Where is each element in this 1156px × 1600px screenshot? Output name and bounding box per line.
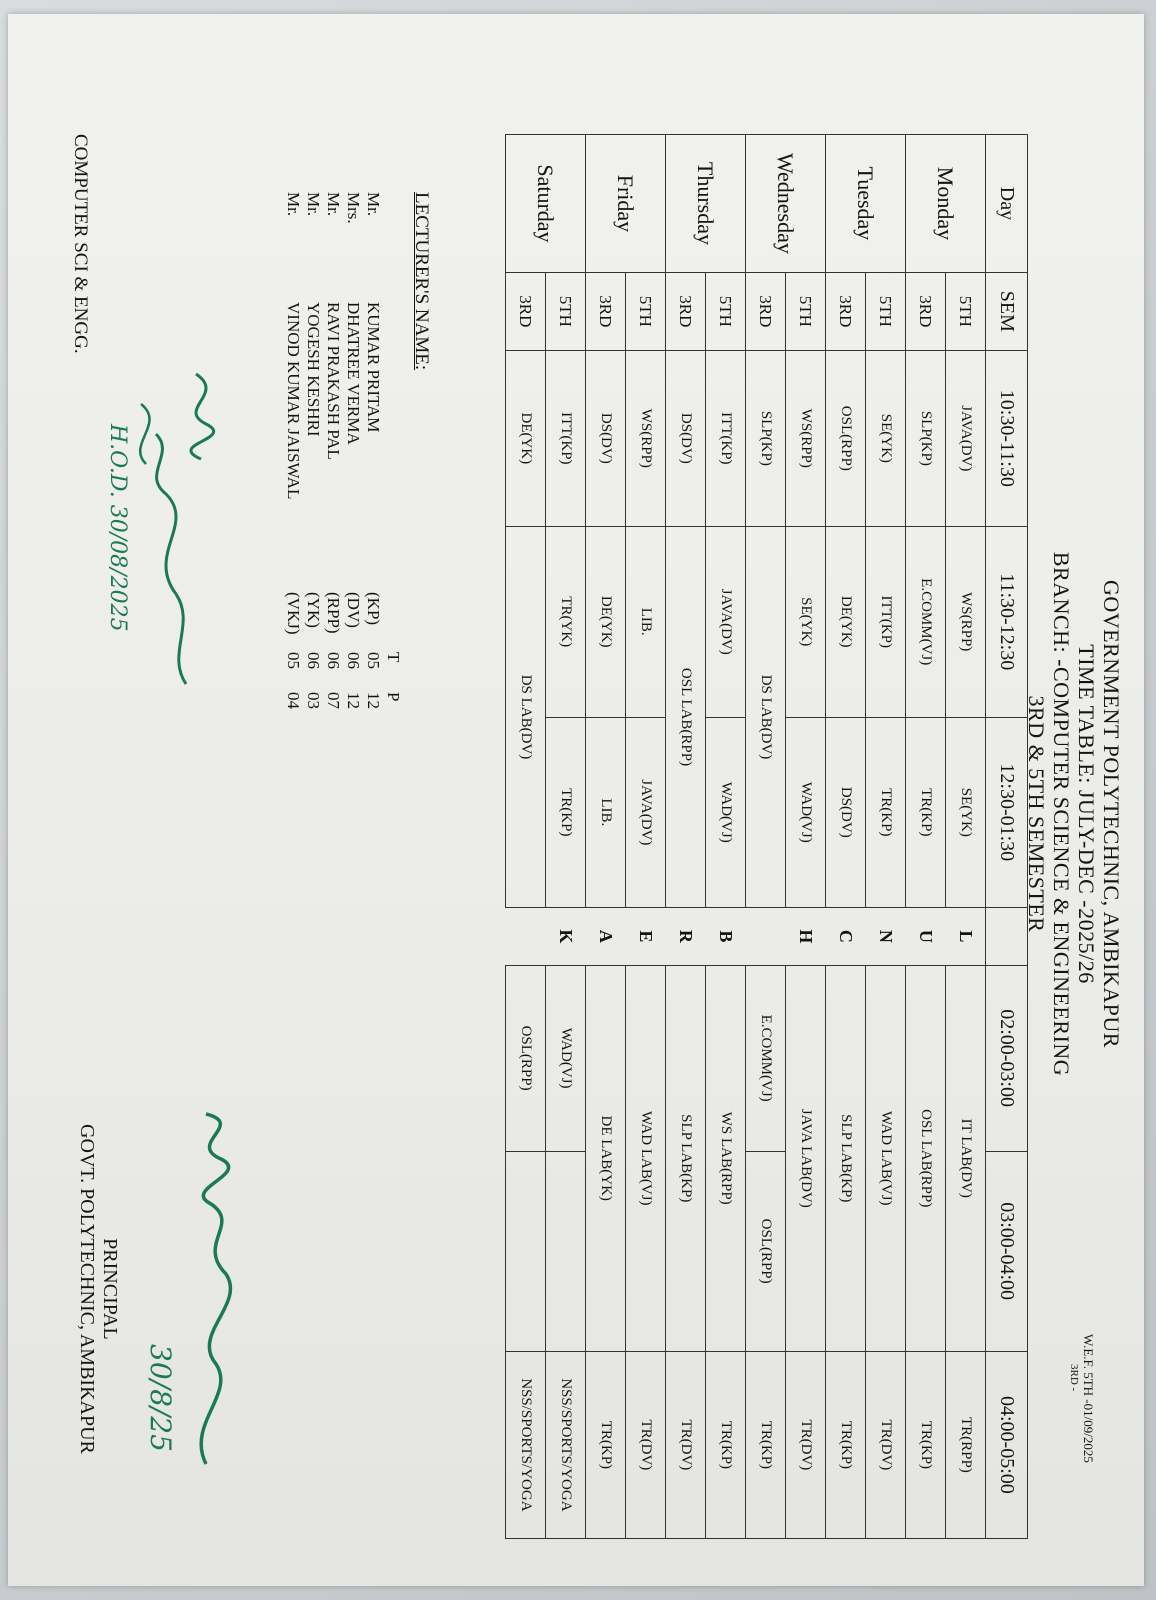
lecturer-practical: 12 — [344, 692, 363, 709]
sem-cell: 5TH — [786, 272, 826, 350]
table-row — [946, 135, 986, 1539]
period-cell: TR(KP) — [706, 1351, 746, 1538]
lunch-letter: L — [946, 908, 986, 966]
period-cell: OSL(RPP) — [506, 965, 546, 1151]
lunch-letter: R — [666, 908, 706, 966]
day-cell: Tuesday — [826, 135, 906, 273]
period-cell: DS(DV) — [586, 350, 626, 526]
period-cell: DE(YK) — [506, 350, 546, 526]
period-cell: DS(DV) — [826, 717, 866, 908]
list-item — [323, 192, 343, 732]
period-cell: TR(DV) — [666, 1351, 706, 1538]
period-cell: DS(DV) — [666, 350, 706, 526]
period-cell: OSL LAB(RPP) — [906, 965, 946, 1351]
semester-title: 3RD & 5TH SEMESTER — [1024, 695, 1049, 933]
table-row — [826, 135, 866, 1539]
lecturer-name: VINOD KUMAR JAISWAL — [284, 302, 303, 500]
paper-sheet — [8, 14, 1144, 1586]
lecturer-title: Mr. — [284, 192, 303, 217]
period-cell: ITT(KP) — [866, 526, 906, 717]
branch-title: BRANCH: -COMPUTER SCIENCE & ENGINEERING — [1049, 551, 1074, 1077]
period-cell: WS LAB(RPP) — [706, 965, 746, 1351]
sem-cell: 5TH — [866, 272, 906, 350]
col-lunch — [986, 908, 1028, 966]
lecturer-abbr: (VKJ) — [284, 592, 303, 635]
period-cell: WAD(VJ) — [706, 717, 746, 908]
table-row — [506, 135, 546, 1539]
lecturer-list-header — [383, 652, 403, 732]
lecturer-practical: 03 — [304, 692, 323, 709]
list-item — [303, 192, 323, 732]
timetable-title: TIME TABLE: JULY-DEC -2025/26 — [1074, 644, 1099, 984]
lunch-letter: U — [906, 908, 946, 966]
table-row — [906, 135, 946, 1539]
col-p2: 11:30-12:30 — [986, 526, 1028, 717]
col-p1: 10:30-11:30 — [986, 350, 1028, 526]
day-cell: Thursday — [666, 135, 746, 273]
wef-note: 3RD - — [1068, 1364, 1080, 1392]
period-cell: SLP(KP) — [906, 350, 946, 526]
principal-org: GOVT. POLYTECHNIC, AMBIKAPUR — [76, 1124, 98, 1454]
list-item — [363, 192, 383, 732]
lecturer-theory: 06 — [344, 652, 363, 669]
period-cell: TR(KP) — [866, 717, 906, 908]
table-row — [666, 135, 706, 1539]
lecturer-theory: 06 — [324, 652, 343, 669]
lecturer-theory: 06 — [304, 652, 323, 669]
period-cell: DS LAB(DV) — [746, 526, 786, 907]
lunch-letter: E — [626, 908, 666, 966]
lunch-letter: K — [546, 908, 586, 966]
hod-designation: COMPUTER SCI & ENGG. — [70, 134, 91, 354]
sem-cell: 3RD — [746, 272, 786, 350]
table-row — [626, 135, 666, 1539]
timetable-grid — [505, 134, 1028, 1539]
col-p4: 02:00-03:00 — [986, 965, 1028, 1151]
period-cell: WS(RPP) — [946, 526, 986, 717]
lecturer-practical: 12 — [364, 692, 383, 709]
period-cell: TR(KP) — [586, 1351, 626, 1538]
principal-signature — [116, 1104, 266, 1484]
period-cell: SE(YK) — [946, 717, 986, 908]
period-cell: OSL(RPP) — [826, 350, 866, 526]
period-cell — [546, 1151, 586, 1351]
lunch-letter: H — [786, 908, 826, 966]
col-theory: T — [384, 652, 403, 663]
period-cell: JAVA(DV) — [946, 350, 986, 526]
period-cell: SE(YK) — [866, 350, 906, 526]
lecturer-abbr: (RPP) — [324, 592, 343, 634]
period-cell: TR(DV) — [786, 1351, 826, 1538]
period-cell: DE(YK) — [586, 526, 626, 717]
lecturer-abbr: (KP) — [364, 592, 383, 626]
timetable-page — [36, 64, 1136, 1564]
period-cell: ITT(KP) — [546, 350, 586, 526]
period-cell: ITT(KP) — [706, 350, 746, 526]
col-p5: 03:00-04:00 — [986, 1151, 1028, 1351]
period-cell: JAVA(DV) — [626, 717, 666, 908]
period-cell: TR(DV) — [626, 1351, 666, 1538]
list-item — [343, 192, 363, 732]
table-row — [546, 135, 586, 1539]
period-cell: OSL(RPP) — [746, 1151, 786, 1351]
lunch-letter — [506, 908, 546, 966]
sem-cell: 3RD — [586, 272, 626, 350]
period-cell: OSL LAB(RPP) — [666, 526, 706, 907]
lecturer-abbr: (DV) — [344, 592, 363, 628]
period-cell: WS(RPP) — [786, 350, 826, 526]
table-row — [586, 135, 626, 1539]
col-p3: 12:30-01:30 — [986, 717, 1028, 908]
sem-cell: 3RD — [666, 272, 706, 350]
sem-cell: 5TH — [706, 272, 746, 350]
col-p6: 04:00-05:00 — [986, 1351, 1028, 1538]
sem-cell: 5TH — [546, 272, 586, 350]
header-row — [986, 135, 1028, 1539]
sem-cell: 3RD — [906, 272, 946, 350]
lunch-letter: N — [866, 908, 906, 966]
period-cell: DE(YK) — [826, 526, 866, 717]
lecturer-name: YOGESH KESHRI — [304, 302, 323, 437]
lunch-letter — [746, 908, 786, 966]
day-cell: Monday — [906, 135, 986, 273]
list-item — [283, 192, 303, 732]
period-cell: SE(YK) — [786, 526, 826, 717]
institute-name: GOVERNMENT POLYTECHNIC, AMBIKAPUR — [1099, 580, 1124, 1048]
principal-sign-date: 30/8/25 — [144, 1344, 177, 1452]
sem-cell: 3RD — [506, 272, 546, 350]
lunch-letter: B — [706, 908, 746, 966]
table-row — [746, 135, 786, 1539]
sem-cell: 5TH — [626, 272, 666, 350]
period-cell: DS LAB(DV) — [506, 526, 546, 907]
period-cell: TR(DV) — [866, 1351, 906, 1538]
lecturer-practical: 04 — [284, 692, 303, 709]
period-cell: JAVA LAB(DV) — [786, 965, 826, 1351]
lecturer-list — [283, 192, 431, 732]
col-day: Day — [986, 135, 1028, 273]
period-cell: TR(KP) — [826, 1351, 866, 1538]
period-cell: IT LAB(DV) — [946, 965, 986, 1351]
period-cell: TR(KP) — [906, 717, 946, 908]
period-cell — [506, 1151, 546, 1351]
principal-title: PRINCIPAL — [99, 1238, 121, 1340]
period-cell: LIB. — [586, 717, 626, 908]
lecturer-theory: 05 — [364, 652, 383, 669]
period-cell: TR(RPP) — [946, 1351, 986, 1538]
table-row — [786, 135, 826, 1539]
hod-signature — [96, 364, 236, 694]
lecturer-name: KUMAR PRITAM — [364, 302, 383, 433]
lecturer-list-title: LECTURER'S NAME: — [411, 192, 432, 371]
sem-cell: 3RD — [826, 272, 866, 350]
period-cell: NSS/SPORTS/YOGA — [546, 1351, 586, 1538]
table-row — [706, 135, 746, 1539]
period-cell: WAD LAB(VJ) — [866, 965, 906, 1351]
col-sem: SEM — [986, 272, 1028, 350]
period-cell: LIB. — [626, 526, 666, 717]
day-cell: Wednesday — [746, 135, 826, 273]
period-cell: WAD LAB(VJ) — [626, 965, 666, 1351]
lecturer-title: Mrs. — [344, 192, 363, 224]
lecturer-name: RAVI PRAKASH PAL — [324, 302, 343, 460]
lecturer-title: Mr. — [364, 192, 383, 217]
lecturer-title: Mr. — [304, 192, 323, 217]
sem-cell: 5TH — [946, 272, 986, 350]
lecturer-name: DHATREE VERMA — [344, 302, 363, 445]
col-practical: P — [384, 692, 403, 702]
period-cell: TR(KP) — [906, 1351, 946, 1538]
period-cell: E.COMM(VJ) — [746, 965, 786, 1151]
period-cell: TR(KP) — [546, 717, 586, 908]
table-row — [866, 135, 906, 1539]
lecturer-theory: 05 — [284, 652, 303, 669]
period-cell: WAD(VJ) — [546, 965, 586, 1151]
wef-date: W.E.F. 5TH -01/09/2025 — [1081, 1334, 1096, 1463]
period-cell: JAVA(DV) — [706, 526, 746, 717]
hod-sign-text: H.O.D. 30/08/2025 — [105, 424, 130, 632]
period-cell: WS(RPP) — [626, 350, 666, 526]
lunch-letter: A — [586, 908, 626, 966]
lecturer-practical: 07 — [324, 692, 343, 709]
period-cell: TR(YK) — [546, 526, 586, 717]
day-cell: Friday — [586, 135, 666, 273]
period-cell: WAD(VJ) — [786, 717, 826, 908]
period-cell: SLP LAB(KP) — [826, 965, 866, 1351]
period-cell: DE LAB(YK) — [586, 965, 626, 1351]
lecturer-abbr: (YK) — [304, 592, 323, 628]
period-cell: E.COMM(VJ) — [906, 526, 946, 717]
lunch-letter: C — [826, 908, 866, 966]
document-header — [1024, 394, 1124, 1234]
period-cell: TR(KP) — [746, 1351, 786, 1538]
period-cell: SLP LAB(KP) — [666, 965, 706, 1351]
principal-block — [75, 1124, 121, 1454]
lecturer-title: Mr. — [324, 192, 343, 217]
period-cell: NSS/SPORTS/YOGA — [506, 1351, 546, 1538]
day-cell: Saturday — [506, 135, 586, 273]
period-cell: SLP(KP) — [746, 350, 786, 526]
